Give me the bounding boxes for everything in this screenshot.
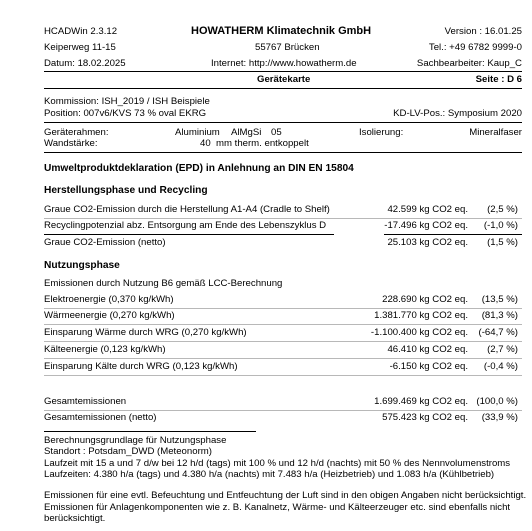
row-separator — [44, 341, 522, 342]
wall-thickness-label: Wandstärke: — [44, 138, 98, 149]
doc-title: Gerätekarte — [257, 74, 311, 85]
basis-location: Standort : Potsdam_DWD (Meteonorm) — [44, 446, 212, 457]
usage-row-cooling — [44, 344, 522, 358]
usage-row-heat — [44, 310, 522, 324]
total-row-net — [44, 412, 522, 426]
spec-rule — [44, 152, 522, 153]
row-label: Kälteenergie (0,123 kg/kWh) — [44, 344, 166, 355]
frame-label: Geräterahmen: — [44, 127, 109, 138]
row-label: Recyclingpotenzial abz. Entsorgung am Ende des Lebenszyklus D — [44, 220, 327, 231]
epd-title: Umweltproduktdeklaration (EPD) in Anlehnung an DIN EN 15804 — [44, 163, 354, 174]
usage-row-heat-recovery — [44, 327, 522, 341]
row-separator — [44, 410, 522, 411]
row-label: Gesamtemissionen — [44, 396, 127, 407]
row-percent: (13,5 %) — [481, 294, 518, 305]
row-label: Elektroenergie (0,370 kg/kWh) — [44, 294, 174, 305]
production-row-net — [44, 237, 522, 251]
company-city: 55767 Brücken — [255, 42, 320, 53]
row-percent: (1,5 %) — [487, 237, 518, 248]
row-percent: (100,0 %) — [476, 396, 518, 407]
row-value: 1.381.770 kg CO2 eq. — [374, 310, 468, 321]
production-heading: Herstellungsphase und Recycling — [44, 185, 208, 196]
row-percent: (-0,4 %) — [483, 361, 518, 372]
doc-version: Version : 16.01.25 — [444, 26, 522, 37]
frame-alloy: AlMgSi — [231, 127, 262, 138]
row-separator — [44, 375, 522, 376]
frame-size: 05 — [271, 127, 282, 138]
row-label: Einsparung Kälte durch WRG (0,123 kg/kWh) — [44, 361, 238, 372]
usage-heading: Nutzungsphase — [44, 260, 120, 271]
page-number: Seite : D 6 — [475, 74, 522, 85]
production-row-recycling — [44, 220, 522, 234]
doc-date: Datum: 18.02.2025 — [44, 58, 126, 69]
clerk-name: Sachbearbeiter: Kaup_C — [416, 58, 522, 69]
production-row-a1a4 — [44, 204, 522, 218]
production-rule-right — [384, 234, 522, 235]
row-value: -6.150 kg CO2 eq. — [389, 361, 468, 372]
insulation-value: Mineralfaser — [469, 127, 522, 138]
kd-lv-position: KD-LV-Pos.: Symposium 2020 — [393, 108, 522, 119]
row-value: 575.423 kg CO2 eq. — [382, 412, 468, 423]
row-separator — [44, 218, 522, 219]
header-rule-top — [44, 71, 522, 72]
row-value: 228.690 kg CO2 eq. — [382, 294, 468, 305]
row-percent: (33,9 %) — [481, 412, 518, 423]
software-version: HCADWin 2.3.12 — [44, 26, 118, 37]
commission: Kommission: ISH_2019 / ISH Beispiele — [44, 96, 210, 107]
note-humidification: Emissionen für eine evtl. Befeuchtung und Entfeuchtung der Luft sind in den obigen Angaben nicht berücksichtigt. — [44, 490, 527, 501]
production-rule-left — [44, 234, 334, 235]
note-components: Emissionen für Anlagenkomponenten wie z. B. Kanalnetz, Wärme- und Kälteerzeuger etc. sind ebenfalls nicht — [44, 502, 511, 513]
wall-thickness-value: 40 — [200, 138, 211, 149]
row-value: -1.100.400 kg CO2 eq. — [370, 327, 468, 338]
row-label: Graue CO2-Emission durch die Herstellung A1-A4 (Cradle to Shelf) — [44, 204, 330, 215]
row-label: Einsparung Wärme durch WRG (0,270 kg/kWh) — [44, 327, 247, 338]
row-label: Wärmeenergie (0,270 kg/kWh) — [44, 310, 175, 321]
row-percent: (2,7 %) — [487, 344, 518, 355]
project-rule — [44, 122, 522, 123]
row-percent: (81,3 %) — [481, 310, 518, 321]
row-label: Gesamtemissionen (netto) — [44, 412, 157, 423]
note-continuation: berücksichtigt. — [44, 513, 106, 524]
row-separator — [44, 308, 522, 309]
row-percent: (-1,0 %) — [483, 220, 518, 231]
total-row-gross — [44, 396, 522, 410]
row-percent: (-64,7 %) — [478, 327, 518, 338]
basis-runtime: Laufzeit mit 15 a und 7 d/w bei 12 h/d (tags) mit 100 % und 12 h/d (nachts) mit 50 % des Nennvolumenstroms — [44, 458, 511, 469]
basis-rule — [44, 431, 256, 432]
usage-subheading: Emissionen durch Nutzung B6 gemäß LCC-Berechnung — [44, 278, 283, 289]
header-rule-bottom — [44, 88, 522, 89]
company-street: Keiperweg 11-15 — [44, 42, 116, 53]
position: Position: 007v6/KVS 73 % oval EKRG — [44, 108, 207, 119]
row-label: Graue CO2-Emission (netto) — [44, 237, 166, 248]
row-value: 46.410 kg CO2 eq. — [387, 344, 468, 355]
row-value: 42.599 kg CO2 eq. — [387, 204, 468, 215]
row-separator — [44, 358, 522, 359]
company-name: HOWATHERM Klimatechnik GmbH — [191, 25, 372, 37]
row-value: -17.496 kg CO2 eq. — [384, 220, 468, 231]
company-phone: Tel.: +49 6782 9999-0 — [428, 42, 522, 53]
company-website: Internet: http://www.howatherm.de — [211, 58, 357, 69]
row-percent: (2,5 %) — [487, 204, 518, 215]
row-value: 25.103 kg CO2 eq. — [387, 237, 468, 248]
frame-material: Aluminium — [175, 127, 220, 138]
row-value: 1.699.469 kg CO2 eq. — [374, 396, 468, 407]
basis-hours: Laufzeiten: 4.380 h/a (tags) und 4.380 h/a (nachts) mit 7.483 h/a (Heizbetrieb) und 1.083 h/a (Kühlbetrieb) — [44, 469, 495, 480]
wall-thickness-unit: mm therm. entkoppelt — [216, 138, 309, 149]
row-separator — [44, 324, 522, 325]
usage-row-electric — [44, 294, 522, 308]
insulation-label: Isolierung: — [359, 127, 404, 138]
basis-title: Berechnungsgrundlage für Nutzungsphase — [44, 435, 227, 446]
usage-row-cooling-recovery — [44, 361, 522, 375]
